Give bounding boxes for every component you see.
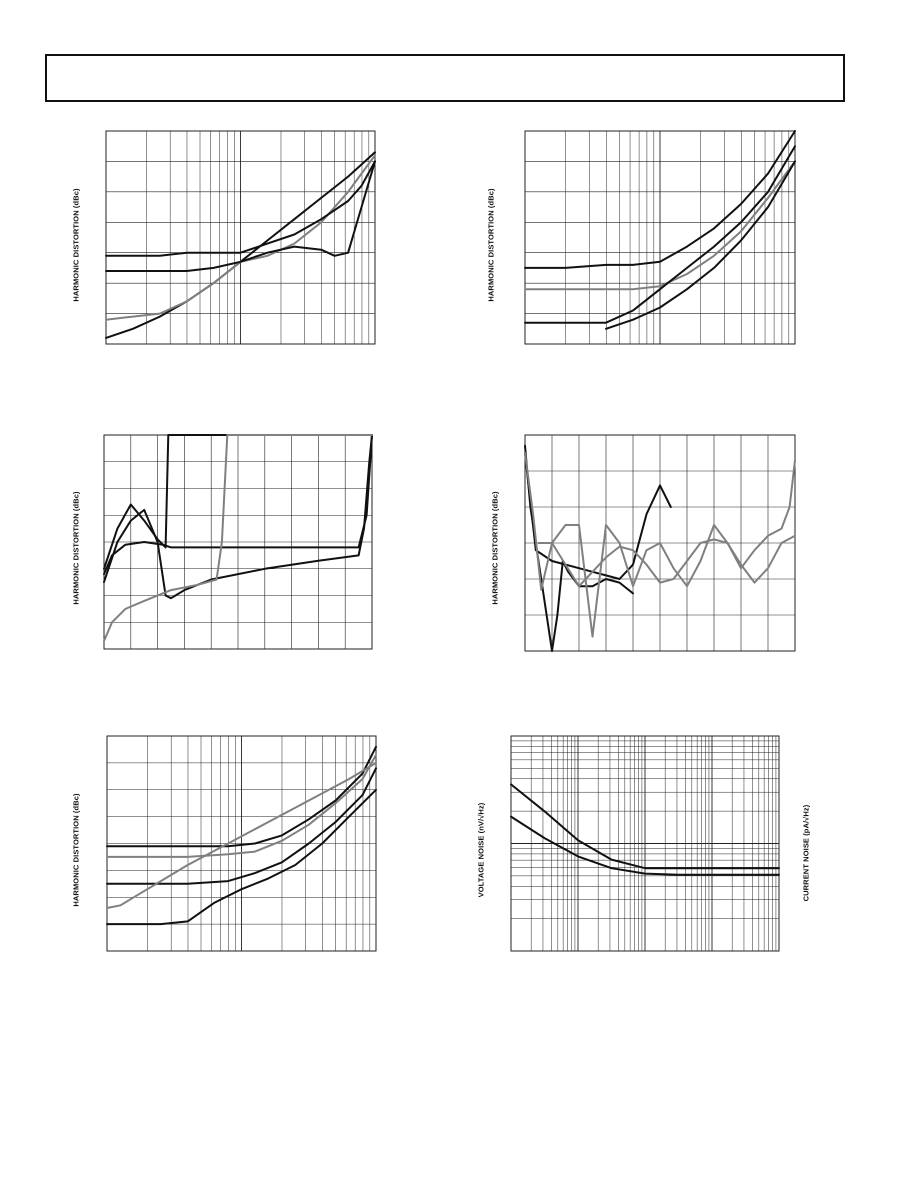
y-axis-label-current-noise: CURRENT NOISE (pA/√Hz) [801,804,811,902]
y-axis-label-hd-3: HARMONIC DISTORTION (dBc) [71,491,81,605]
series-line-4-2 [525,453,671,579]
series-line-4-4 [539,536,796,586]
y-axis-label-hd-2: HARMONIC DISTORTION (dBc) [486,188,496,302]
y-axis-label-hd-1: HARMONIC DISTORTION (dBc) [71,188,81,302]
y-axis-label-voltage-noise: VOLTAGE NOISE (nV/√Hz) [476,802,486,898]
y-axis-label-hd-5: HARMONIC DISTORTION (dBc) [71,793,81,907]
y-axis-label-hd-4: HARMONIC DISTORTION (dBc) [490,491,500,605]
